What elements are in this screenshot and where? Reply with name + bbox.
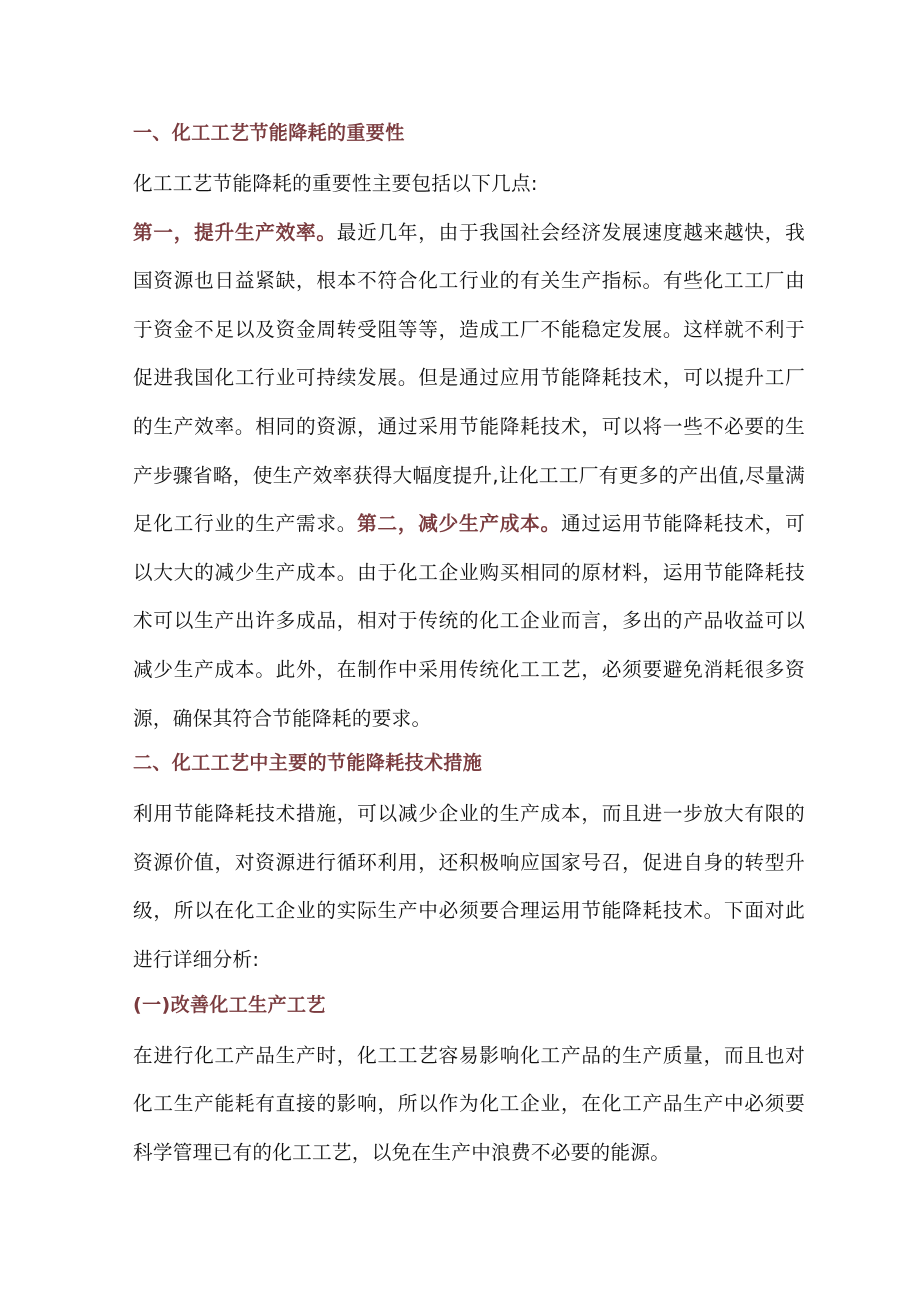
point-two-text: 通过运用节能降耗技术，可以大大的减少生产成本。由于化工企业购买相同的原材料，运用节能降耗技术可以生产出许多成品，相对于传统的化工企业而言，多出的产品收益可以减少生产成本。此外，在制作中采用传统化工工艺，必须要避免消耗很多资源，确保其符合节能降耗的要求。: [133, 512, 805, 730]
importance-paragraph: [133, 209, 805, 744]
measures-paragraph: 利用节能降耗技术措施，可以减少企业的生产成本，而且进一步放大有限的资源价值，对资源进行循环利用，还积极响应国家号召，促进自身的转型升级，所以在化工企业的实际生产中必须要合理运用节能降耗技术。下面对此进行详细分析:: [133, 802, 805, 971]
section-heading-importance: 一、化工工艺节能降耗的重要性: [133, 122, 405, 144]
process-paragraph: 在进行化工产品生产时，化工工艺容易影响化工产品的生产质量，而且也对化工生产能耗有直接的影响，所以作为化工企业，在化工产品生产中必须要科学管理已有的化工工艺，以免在生产中浪费不必要的能源。: [133, 1043, 805, 1164]
point-one-text: 最近几年，由于我国社会经济发展速度越来越快，我国资源也日益紧缺，根本不符合化工行业的有关生产指标。有些化工工厂由于资金不足以及资金周转受阻等等，造成工厂不能稳定发展。这样就不利于促进我国化工行业可持续发展。但是通过应用节能降耗技术，可以提升工厂的生产效率。相同的资源，通过采用节能降耗技术，可以将一些不必要的生产步骤省略，使生产效率获得大幅度提升,让化工工厂有更多的产出值,尽量满足化工行业的生产需求。: [133, 220, 805, 536]
intro-paragraph: 化工工艺节能降耗的重要性主要包括以下几点:: [133, 172, 538, 195]
document-body: [133, 113, 805, 1177]
point-two-label: 第二，减少生产成本。: [357, 512, 561, 536]
section-heading-measures: 二、化工工艺中主要的节能降耗技术措施: [133, 752, 483, 775]
point-one-label: 第一，提升生产效率。: [133, 220, 337, 244]
subsection-heading-process: (一)改善化工生产工艺: [133, 993, 326, 1016]
